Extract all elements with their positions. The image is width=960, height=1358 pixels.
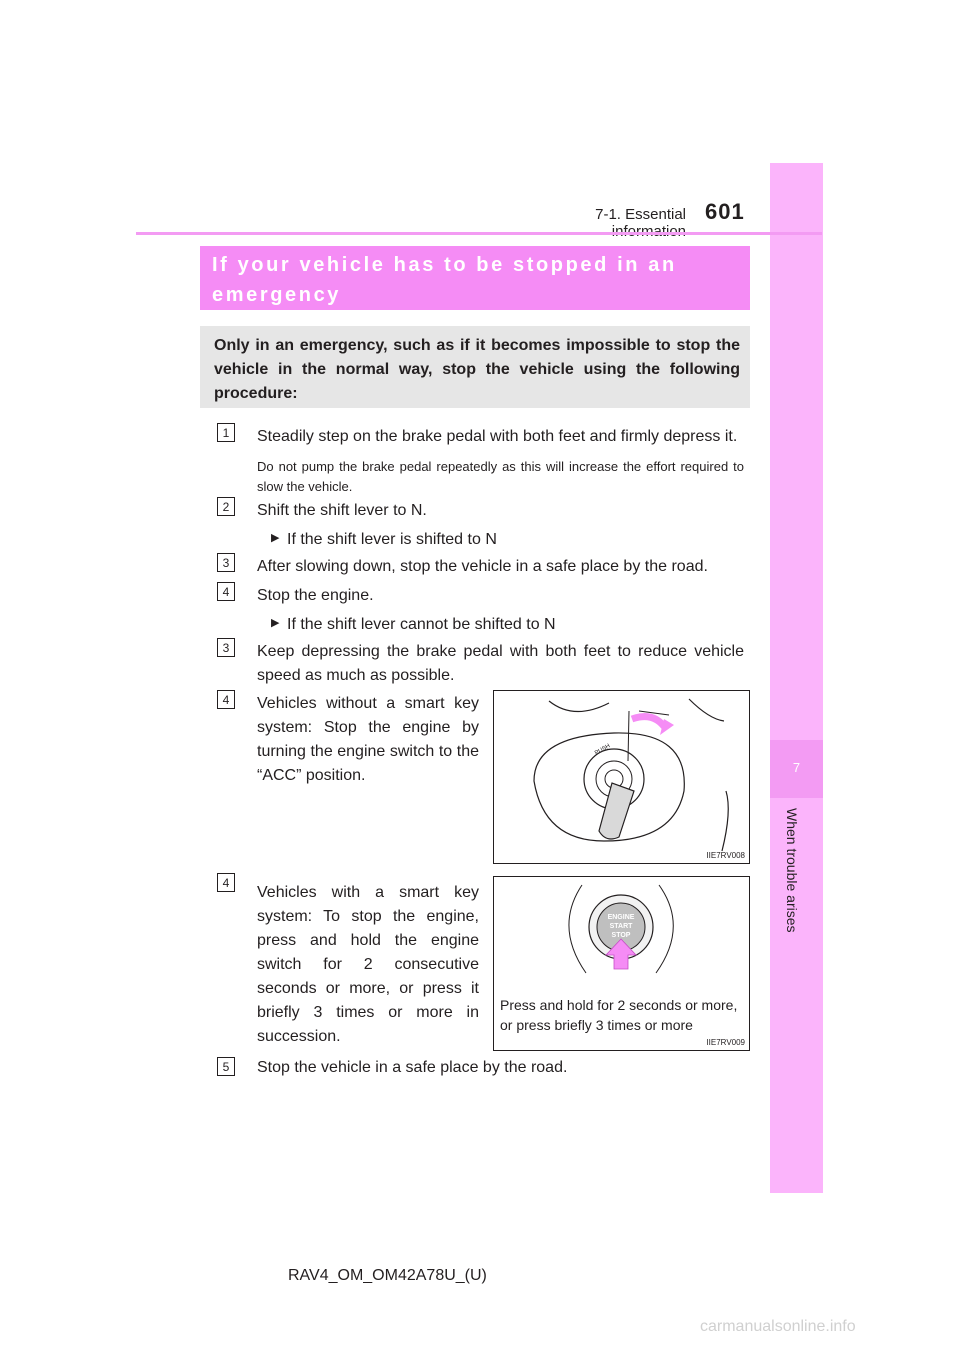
- step-text: Vehicles without a smart key system: Stop the engine by turning the engine switch to the “ACC” position.: [257, 695, 479, 784]
- intro-text: Only in an emergency, such as if it becomes impossible to stop the vehicle in the normal way, stop the vehicle using the following procedure:: [214, 337, 740, 402]
- chapter-title: When trouble arises: [784, 808, 800, 933]
- document-code: RAV4_OM_OM42A78U_(U): [288, 1267, 487, 1284]
- triangle-bullet-icon: ▶: [271, 617, 280, 629]
- watermark: carmanualsonline.info: [700, 1318, 856, 1335]
- figure-caption: [500, 995, 737, 1035]
- header-divider: [136, 232, 822, 235]
- step-badge: 4: [217, 690, 235, 709]
- step-text: Keep depressing the brake pedal with both feet to reduce vehicle speed as much as possible.: [257, 643, 744, 684]
- page-number: 601: [705, 199, 745, 224]
- figure-code: IIE7RV008: [706, 851, 745, 860]
- step-note: Do not pump the brake pedal repeatedly as this will increase the effort required to slow the vehicle.: [257, 459, 744, 494]
- section-title: 7-1. Essential: [595, 206, 686, 223]
- step-badge: 2: [217, 497, 235, 516]
- section-heading: [212, 250, 742, 310]
- figure-caption-line1: Press and hold for 2 seconds or more,: [500, 997, 738, 1013]
- step-badge: 4: [217, 582, 235, 601]
- step-text: Shift the shift lever to N.: [257, 502, 427, 519]
- step-badge: 5: [217, 1057, 235, 1076]
- step-badge: 3: [217, 638, 235, 657]
- figure-code: IIE7RV009: [706, 1038, 745, 1047]
- chapter-side-tab: [770, 163, 823, 1193]
- step-badge: 1: [217, 423, 235, 442]
- condition-heading: If the shift lever is shifted to N: [287, 531, 497, 548]
- section-heading-line2: emergency: [212, 284, 342, 306]
- engine-switch-figure: [493, 876, 750, 1051]
- step-badge: 4: [217, 873, 235, 892]
- ignition-key-figure: [493, 690, 750, 864]
- section-heading-line1: If your vehicle has to be stopped in an: [212, 254, 677, 276]
- step-text: Vehicles with a smart key system: To stop the engine, press and hold the engine switch for 2 consecutive seconds or more, or press it briefly 3 times or more in succession.: [257, 884, 479, 1045]
- triangle-bullet-icon: ▶: [271, 532, 280, 544]
- step-text: Steadily step on the brake pedal with both feet and firmly depress it.: [257, 428, 738, 445]
- step-text: After slowing down, stop the vehicle in a safe place by the road.: [257, 558, 708, 575]
- step-badge: 3: [217, 553, 235, 572]
- engine-switch-illustration: [494, 877, 749, 987]
- step-text: Stop the engine.: [257, 587, 374, 604]
- condition-heading: If the shift lever cannot be shifted to N: [287, 616, 556, 633]
- chapter-number: 7: [792, 760, 801, 775]
- ignition-key-illustration: [494, 691, 749, 863]
- step-text: Stop the vehicle in a safe place by the road.: [257, 1059, 568, 1076]
- engine-label: ENGINE: [607, 914, 635, 921]
- stop-label: STOP: [611, 932, 631, 939]
- push-label: PUSH: [594, 743, 612, 757]
- figure-caption-line2: or press briefly 3 times or more: [500, 1017, 693, 1033]
- start-label: START: [609, 923, 633, 930]
